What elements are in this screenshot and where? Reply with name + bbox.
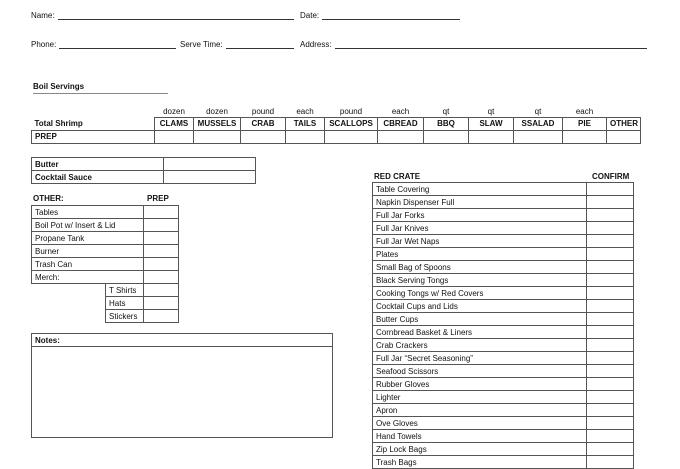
- sauce-label: Cocktail Sauce: [32, 171, 164, 184]
- red-crate-item-label: Cocktail Cups and Lids: [373, 300, 587, 313]
- merch-row: [32, 310, 179, 323]
- column-header-clams: CLAMS: [155, 117, 194, 130]
- unit-label: dozen: [206, 106, 228, 116]
- prep-cell-mussels[interactable]: [194, 130, 241, 143]
- unit-label: pound: [251, 106, 275, 116]
- prep-cell-tails[interactable]: [286, 130, 325, 143]
- red-crate-row: [373, 417, 634, 430]
- red-crate-row: [373, 235, 634, 248]
- red-crate-item-label: Apron: [373, 404, 587, 417]
- prep-cell-clams[interactable]: [155, 130, 194, 143]
- red-crate-item-label: Black Serving Tongs: [373, 274, 587, 287]
- prep-label: PREP: [32, 130, 155, 143]
- red-crate-row: [373, 365, 634, 378]
- red-crate-item-label: Ove Gloves: [373, 417, 587, 430]
- prep-cell-cbread[interactable]: [378, 130, 424, 143]
- sauce-row: [32, 158, 256, 171]
- other-prep-label: PREP: [147, 194, 169, 203]
- red-crate-row: [373, 183, 634, 196]
- confirm-cell[interactable]: [587, 287, 634, 300]
- confirm-cell[interactable]: [587, 404, 634, 417]
- confirm-cell[interactable]: [587, 274, 634, 287]
- merch-spacer: [32, 310, 106, 323]
- sauces-table: [31, 157, 256, 184]
- other-row: [32, 219, 179, 232]
- prep-cell-pie[interactable]: [563, 130, 607, 143]
- unit-label: pound: [339, 106, 363, 116]
- confirm-cell[interactable]: [587, 352, 634, 365]
- sauce-label: Butter: [32, 158, 164, 171]
- column-header-slaw: SLAW: [469, 117, 514, 130]
- red-crate-row: [373, 300, 634, 313]
- prep-cell-slaw[interactable]: [469, 130, 514, 143]
- column-header-cbread: CBREAD: [378, 117, 424, 130]
- sauce-value-cell[interactable]: [164, 171, 256, 184]
- column-header-tails: TAILS: [286, 117, 325, 130]
- red-crate-item-label: Lighter: [373, 391, 587, 404]
- other-row: [32, 245, 179, 258]
- confirm-cell[interactable]: [587, 209, 634, 222]
- confirm-cell[interactable]: [587, 326, 634, 339]
- unit-label: qt: [487, 106, 495, 116]
- column-header-pie: PIE: [563, 117, 607, 130]
- merch-prep-cell[interactable]: [144, 284, 179, 297]
- red-crate-table: [372, 182, 634, 469]
- red-crate-row: [373, 261, 634, 274]
- confirm-cell[interactable]: [587, 443, 634, 456]
- prep-cell-crab[interactable]: [241, 130, 286, 143]
- column-header-ssalad: SSALAD: [514, 117, 563, 130]
- other-prep-cell[interactable]: [144, 258, 179, 271]
- other-row: [32, 206, 179, 219]
- other-table: [31, 205, 179, 323]
- red-crate-item-label: Plates: [373, 248, 587, 261]
- red-crate-item-label: Full Jar Forks: [373, 209, 587, 222]
- units-spacer: [32, 106, 155, 117]
- column-header-crab: CRAB: [241, 117, 286, 130]
- red-crate-row: [373, 456, 634, 469]
- confirm-cell[interactable]: [587, 235, 634, 248]
- other-item-label: Trash Can: [32, 258, 144, 271]
- red-crate-row: [373, 443, 634, 456]
- confirm-cell[interactable]: [587, 417, 634, 430]
- red-crate-row: [373, 326, 634, 339]
- red-crate-item-label: Crab Crackers: [373, 339, 587, 352]
- total-shrimp-label: Total Shrimp: [34, 118, 83, 128]
- red-crate-row: [373, 404, 634, 417]
- other-item-label: Propane Tank: [32, 232, 144, 245]
- unit-label: dozen: [163, 106, 185, 116]
- date-field[interactable]: Date:: [300, 8, 460, 20]
- boil-servings-table: [31, 106, 641, 144]
- other-row: [32, 232, 179, 245]
- red-crate-item-label: Table Covering: [373, 183, 587, 196]
- red-crate-row: [373, 248, 634, 261]
- merch-spacer: [32, 284, 106, 297]
- other-title: OTHER:: [33, 194, 64, 203]
- confirm-cell[interactable]: [587, 222, 634, 235]
- red-crate-item-label: Rubber Gloves: [373, 378, 587, 391]
- unit-label: each: [391, 106, 410, 116]
- other-row: [32, 258, 179, 271]
- red-crate-row: [373, 391, 634, 404]
- red-crate-item-label: Butter Cups: [373, 313, 587, 326]
- prep-cell-scallops[interactable]: [325, 130, 378, 143]
- other-prep-cell[interactable]: [144, 219, 179, 232]
- unit-label: [607, 106, 641, 117]
- merch-item-label: Stickers: [106, 310, 144, 323]
- red-crate-row: [373, 352, 634, 365]
- confirm-label: CONFIRM: [592, 172, 630, 181]
- red-crate-row: [373, 430, 634, 443]
- red-crate-row: [373, 339, 634, 352]
- red-crate-row: [373, 274, 634, 287]
- other-prep-cell[interactable]: [144, 206, 179, 219]
- confirm-cell[interactable]: [587, 183, 634, 196]
- red-crate-item-label: Trash Bags: [373, 456, 587, 469]
- red-crate-item-label: Napkin Dispenser Full: [373, 196, 587, 209]
- red-crate-item-label: Full Jar Knives: [373, 222, 587, 235]
- merch-item-label: T Shirts: [106, 284, 144, 297]
- merch-row: [32, 284, 179, 297]
- merch-item-label: Hats: [106, 297, 144, 310]
- red-crate-item-label: Full Jar Wet Naps: [373, 235, 587, 248]
- merch-row: [32, 297, 179, 310]
- confirm-cell[interactable]: [587, 196, 634, 209]
- notes-box[interactable]: [31, 333, 333, 438]
- other-item-label: Tables: [32, 206, 144, 219]
- red-crate-item-label: Cornbread Basket & Liners: [373, 326, 587, 339]
- red-crate-item-label: Small Bag of Spoons: [373, 261, 587, 274]
- red-crate-row: [373, 378, 634, 391]
- confirm-cell[interactable]: [587, 365, 634, 378]
- red-crate-item-label: Seafood Scissors: [373, 365, 587, 378]
- prep-cell-bbq[interactable]: [424, 130, 469, 143]
- confirm-cell[interactable]: [587, 391, 634, 404]
- merch-prep-cell[interactable]: [144, 310, 179, 323]
- column-header-bbq: BBQ: [424, 117, 469, 130]
- other-prep-cell[interactable]: [144, 245, 179, 258]
- unit-label: qt: [442, 106, 450, 116]
- confirm-cell[interactable]: [587, 430, 634, 443]
- red-crate-item-label: Full Jar “Secret Seasoning”: [373, 352, 587, 365]
- column-header-mussels: MUSSELS: [194, 117, 241, 130]
- other-item-label: Burner: [32, 245, 144, 258]
- column-header-other: OTHER: [607, 117, 641, 130]
- merch-spacer: [32, 297, 106, 310]
- confirm-cell[interactable]: [587, 300, 634, 313]
- confirm-cell[interactable]: [587, 339, 634, 352]
- red-crate-row: [373, 209, 634, 222]
- red-crate-item-label: Zip Lock Bags: [373, 443, 587, 456]
- confirm-cell[interactable]: [587, 313, 634, 326]
- merch-prep-cell[interactable]: [144, 297, 179, 310]
- unit-label: each: [296, 106, 314, 116]
- prep-cell-other[interactable]: [607, 130, 641, 143]
- serve-time-field[interactable]: Serve Time:: [180, 37, 294, 49]
- red-crate-item-label: Cooking Tongs w/ Red Covers: [373, 287, 587, 300]
- name-field[interactable]: Name:: [31, 8, 294, 20]
- confirm-cell[interactable]: [587, 456, 634, 469]
- address-field[interactable]: Address:: [300, 37, 647, 49]
- other-item-label: Merch:: [32, 271, 144, 284]
- other-row: [32, 271, 179, 284]
- red-crate-row: [373, 196, 634, 209]
- other-prep-cell[interactable]: [144, 271, 179, 284]
- sauce-row: [32, 171, 256, 184]
- confirm-cell[interactable]: [587, 261, 634, 274]
- confirm-cell[interactable]: [587, 378, 634, 391]
- red-crate-row: [373, 222, 634, 235]
- phone-field[interactable]: Phone:: [31, 37, 176, 49]
- red-crate-row: [373, 287, 634, 300]
- red-crate-row: [373, 313, 634, 326]
- prep-cell-ssalad[interactable]: [514, 130, 563, 143]
- notes-title: Notes:: [32, 334, 332, 347]
- red-crate-item-label: Hand Towels: [373, 430, 587, 443]
- column-header-scallops: SCALLOPS: [325, 117, 378, 130]
- confirm-cell[interactable]: [587, 248, 634, 261]
- unit-label: qt: [534, 106, 542, 116]
- boil-servings-title: Boil Servings: [33, 82, 168, 94]
- red-crate-title: RED CRATE: [374, 172, 421, 181]
- other-prep-cell[interactable]: [144, 232, 179, 245]
- other-item-label: Boil Pot w/ Insert & Lid: [32, 219, 144, 232]
- unit-label: each: [575, 106, 594, 116]
- sauce-value-cell[interactable]: [164, 158, 256, 171]
